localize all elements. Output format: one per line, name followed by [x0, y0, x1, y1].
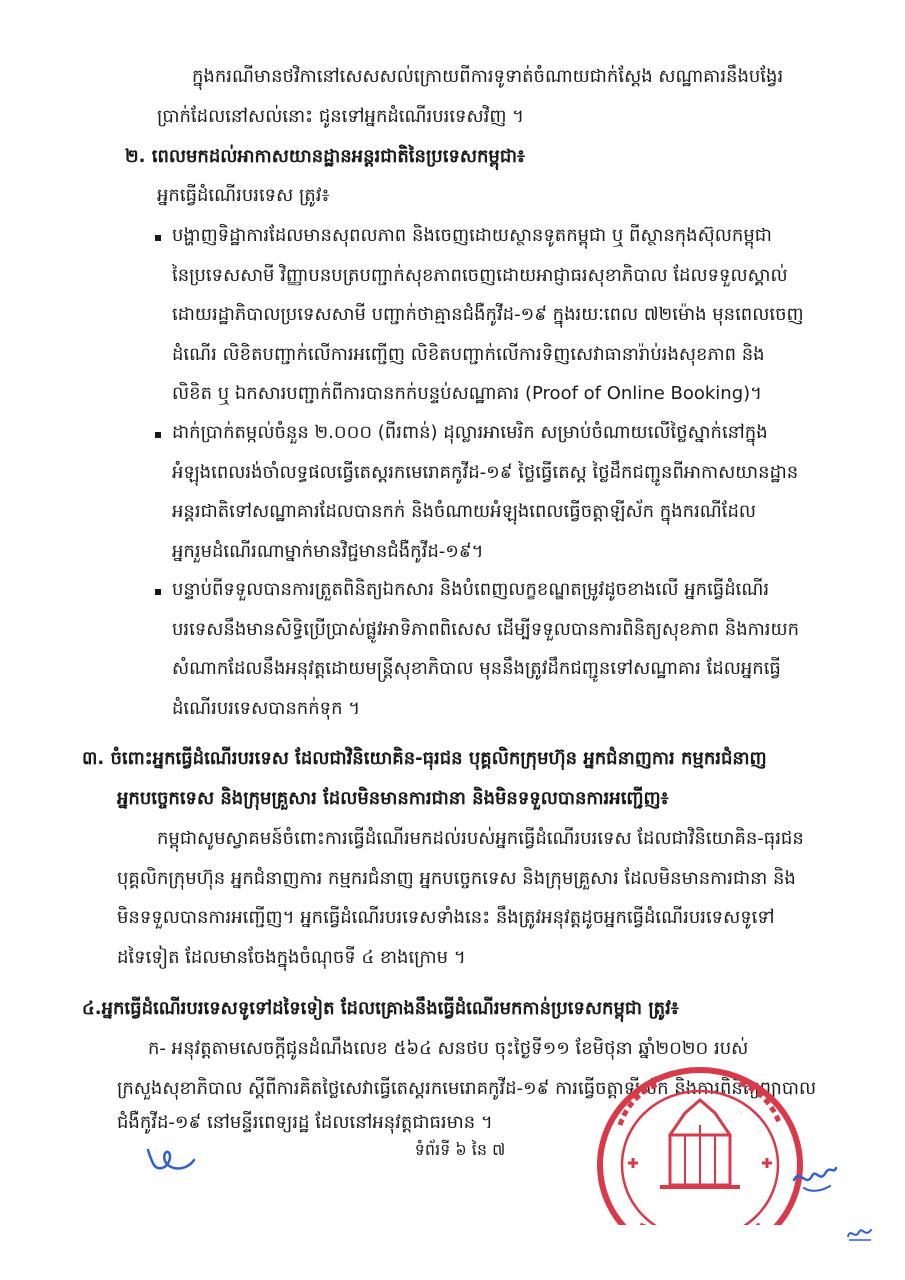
- bullet-line: ដោយរដ្ឋាភិបាលប្រទេសសាមី បញ្ជាក់ថាគ្មានជំងឺកូវីដ-១៩ ក្នុងរយៈពេល ៧២ម៉ោង មុនពេលចេញ: [172, 304, 804, 325]
- section-heading-3: ៣. ចំពោះអ្នកធ្វើដំណើរបរទេស ដែលជាវិនិយោគិន-ធុរជន បុគ្គលិកក្រុមហ៊ុន អ្នកជំនាញការ កម្មករជំនាញ: [82, 748, 767, 769]
- bullet-line: សំណាកដែលនឹងអនុវត្តដោយមន្ត្រីសុខាភិបាល មុននឹងត្រូវដឹកជញ្ជូនទៅសណ្ឋាគារ ដែលអ្នកធ្វើ: [172, 658, 781, 679]
- signature-icon: [790, 1158, 840, 1198]
- bullet-line: ដំណើរបរទេសបានកក់ទុក ។: [172, 698, 361, 719]
- initial-signature-icon: [142, 1140, 202, 1180]
- bullet-line: បន្ទាប់ពីទទួលបានការត្រួតពិនិត្យឯកសារ និងបំពេញលក្ខខណ្ឌតម្រូវដូចខាងលើ អ្នកធ្វើដំណើរ: [172, 579, 770, 600]
- bullet-line: អ្នករួមដំណើរណាម្នាក់មានវិជ្ជមានជំងឺកូវីដ-១៩។: [172, 541, 484, 562]
- bullet-line: បរទេសនឹងមានសិទ្ធិប្រើប្រាស់ផ្លូវអាទិភាពពិសេស ដើម្បីទទួលបានការពិនិត្យសុខភាព និងការយក: [172, 619, 800, 640]
- bullet-line: ដំណើរ លិខិតបញ្ជាក់លើការអញ្ជើញ លិខិតបញ្ជាក់លើការទិញសេវាធានារ៉ាប់រងសុខភាព និង: [172, 344, 765, 365]
- section-heading-2: ២. ពេលមកដល់អាកាសយានដ្ឋានអន្តរជាតិនៃប្រទេសកម្ពុជា៖: [125, 146, 525, 167]
- bullet-marker: [155, 235, 161, 241]
- bullet-marker: [155, 432, 161, 438]
- paragraph-line: ជំងឺកូវីដ-១៩ នៅមន្ទីរពេទ្យរដ្ឋ ដែលនៅអនុវត្តជាធរមាន ។: [117, 1112, 493, 1133]
- section-heading-3-cont: អ្នកបច្ចេកទេស និងក្រុមគ្រួសារ ដែលមិនមានការជានា និងមិនទទួលបានការអញ្ជើញ៖: [117, 788, 669, 809]
- paragraph-line: ប្រាក់ដែលនៅសល់នោះ ជូនទៅអ្នកដំណើរបរទេសវិញ ។: [157, 106, 525, 127]
- paragraph-line: ដទៃទៀត ដែលមានចែងក្នុងចំណុចទី ៤ ខាងក្រោម ។: [117, 947, 466, 968]
- paragraph-line: បុគ្គលិកក្រុមហ៊ុន អ្នកជំនាញការ កម្មករជំនាញ អ្នកបច្ចេកទេស និងក្រុមគ្រួសារ ដែលមិនមានការជានា និង: [117, 868, 796, 889]
- paragraph-line: ក្រសួងសុខាភិបាល ស្តីពីការគិតថ្លៃសេវាធ្វើតេស្តរកមេរោគកូវីដ-១៩ ការធ្វើចត្តាឡីស័ក និងការពិនិត្យព្យាបាល: [117, 1078, 817, 1099]
- corner-mark-icon: [845, 1222, 875, 1244]
- paragraph-line: កម្ពុជាសូមស្វាគមន៍ចំពោះការធ្វើដំណើរមកដល់របស់អ្នកធ្វើដំណើរបរទេស ដែលជាវិនិយោគិន-ធុរជន: [157, 828, 804, 849]
- bullet-line: លិខិត ឬ ឯកសារបញ្ជាក់ពីការបានកក់បន្ទប់សណ្ឋាគារ (Proof of Online Booking)។: [172, 383, 763, 404]
- paragraph-line: មិនទទួលបានការអញ្ជើញ។ អ្នកធ្វើដំណើរបរទេសទាំងនេះ នឹងត្រូវអនុវត្តដូចអ្នកធ្វើដំណើរបរទេសទូទៅ: [117, 907, 775, 928]
- page-number: ទំព័រទី ៦ នៃ ៧: [414, 1140, 506, 1159]
- bullet-line: នៃប្រទេសសាមី វិញ្ញាបនបត្របញ្ជាក់សុខភាពចេញដោយអាជ្ញាធរសុខាភិបាល ដែលទទួលស្គាល់: [172, 265, 788, 286]
- bullet-line: ដាក់ប្រាក់តម្កល់ចំនួន ២.០០០ (ពីរពាន់) ដុល្លារអាមេរិក សម្រាប់ចំណាយលើថ្លៃស្នាក់នៅក្នុង: [172, 422, 768, 443]
- paragraph-line: ក្នុងករណីមានថវិកានៅសេសសល់ក្រោយពីការទូទាត់ចំណាយជាក់ស្តែង សណ្ឋាគារនឹងបង្វែរ: [192, 66, 784, 87]
- official-seal-icon: [590, 1055, 810, 1225]
- bullet-line: អំឡុងពេលរង់ចាំលទ្ធផលធ្វើតេស្តរកមេរោគកូវីដ-១៩ ថ្លៃធ្វើតេស្ត ថ្លៃដឹកជញ្ជូនពីអាកាសយានដ្ឋាន: [172, 462, 799, 483]
- bullet-line: បង្ហាញទិដ្ឋាការដែលមានសុពលភាព និងចេញដោយស្ថានទូតកម្ពុជា ឬ ពីស្ថានកុងស៊ុលកម្ពុជា: [172, 225, 772, 246]
- paragraph-line: អ្នកធ្វើដំណើរបរទេស ត្រូវ៖: [157, 185, 330, 206]
- bullet-line: អន្តរជាតិទៅសណ្ឋាគារដែលបានកក់ និងចំណាយអំឡុងពេលធ្វើចត្តាឡីស័ក ក្នុងករណីដែល: [172, 501, 757, 522]
- paragraph-line: ក- អនុវត្តតាមសេចក្តីជូនដំណឹងលេខ ៥៦៤ សនថប ចុះថ្ងៃទី១១ ខែមិថុនា ឆ្នាំ២០២០ របស់: [148, 1038, 749, 1059]
- bullet-marker: [155, 589, 161, 595]
- section-heading-4: ៤.អ្នកធ្វើដំណើរបរទេសទូទៅដទៃទៀត ដែលគ្រោងនឹងធ្វើដំណើរមកកាន់ប្រទេសកម្ពុជា ត្រូវ៖: [82, 998, 679, 1019]
